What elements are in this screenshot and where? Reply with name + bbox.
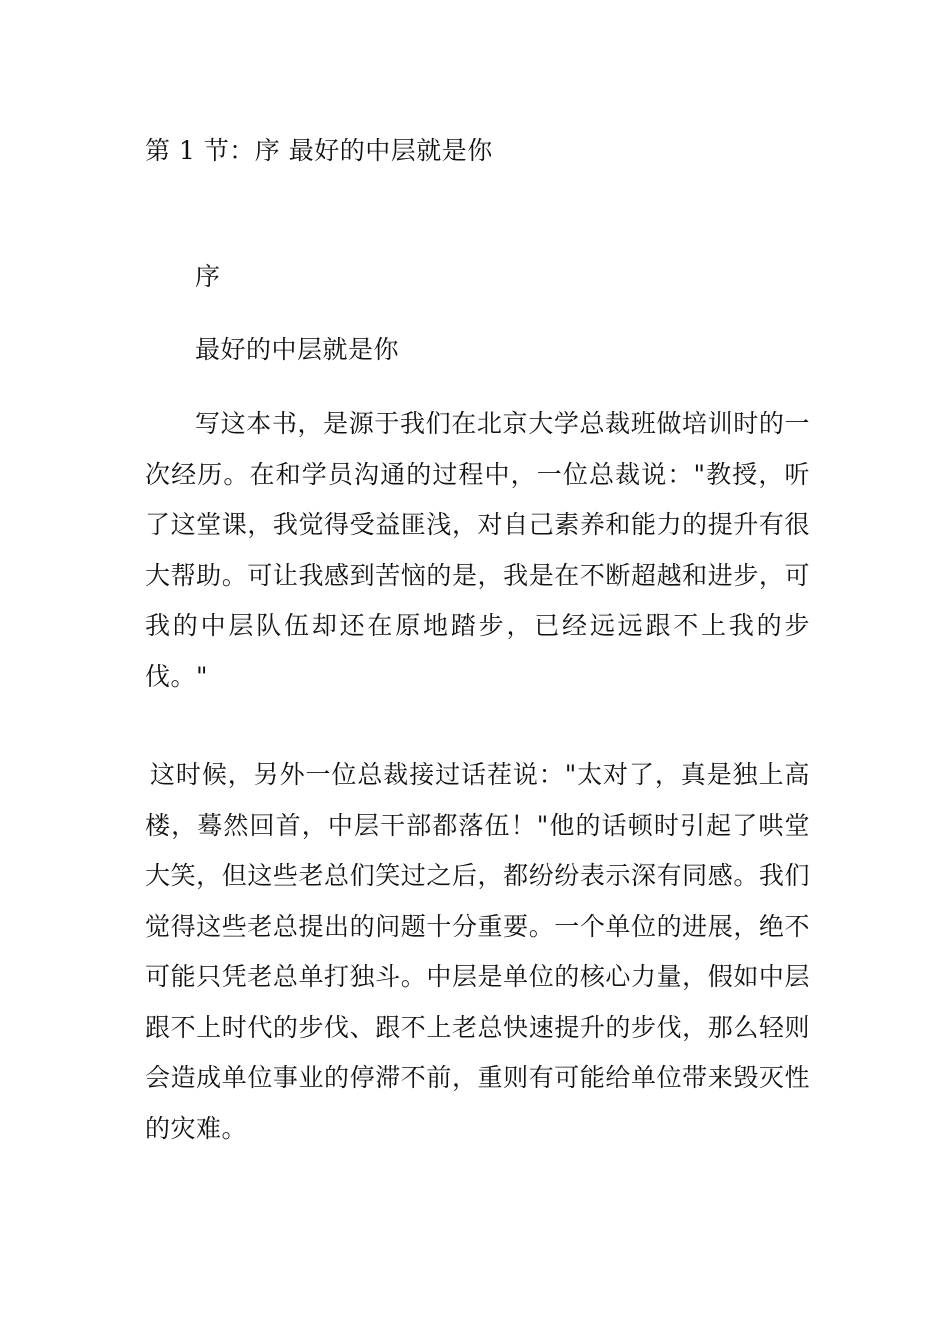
preface-title: 最好的中层就是你 bbox=[195, 335, 400, 364]
body-paragraph: 写这本书，是源于我们在北京大学总裁班做培训时的一次经历。在和学员沟通的过程中，一位总裁说："教授，听了这堂课，我觉得受益匪浅，对自己素养和能力的提升有很大帮助。可让我感到苦恼的是，我是在不断超越和进步，可我的中层队伍却还在原地踏步，已经远远跟不上我的步伐。" bbox=[145, 409, 810, 691]
preface-label: 序 bbox=[195, 262, 221, 291]
chapter-heading: 第 1 节：序 最好的中层就是你 bbox=[145, 136, 493, 165]
body-paragraph: 这时候，另外一位总裁接过话茬说："太对了，真是独上高楼，蓦然回首，中层干部都落伍！"他的话顿时引起了哄堂大笑，但这些老总们笑过之后，都纷纷表示深有同感。我们觉得这些老总提出的问题十分重要。一个单位的进展，绝不可能只凭老总单打独斗。中层是单位的核心力量，假如中层跟不上时代的步伐、跟不上老总快速提升的步伐，那么轻则会造成单位事业的停滞不前，重则有可能给单位带来毁灭性的灾难。 bbox=[145, 760, 810, 1143]
